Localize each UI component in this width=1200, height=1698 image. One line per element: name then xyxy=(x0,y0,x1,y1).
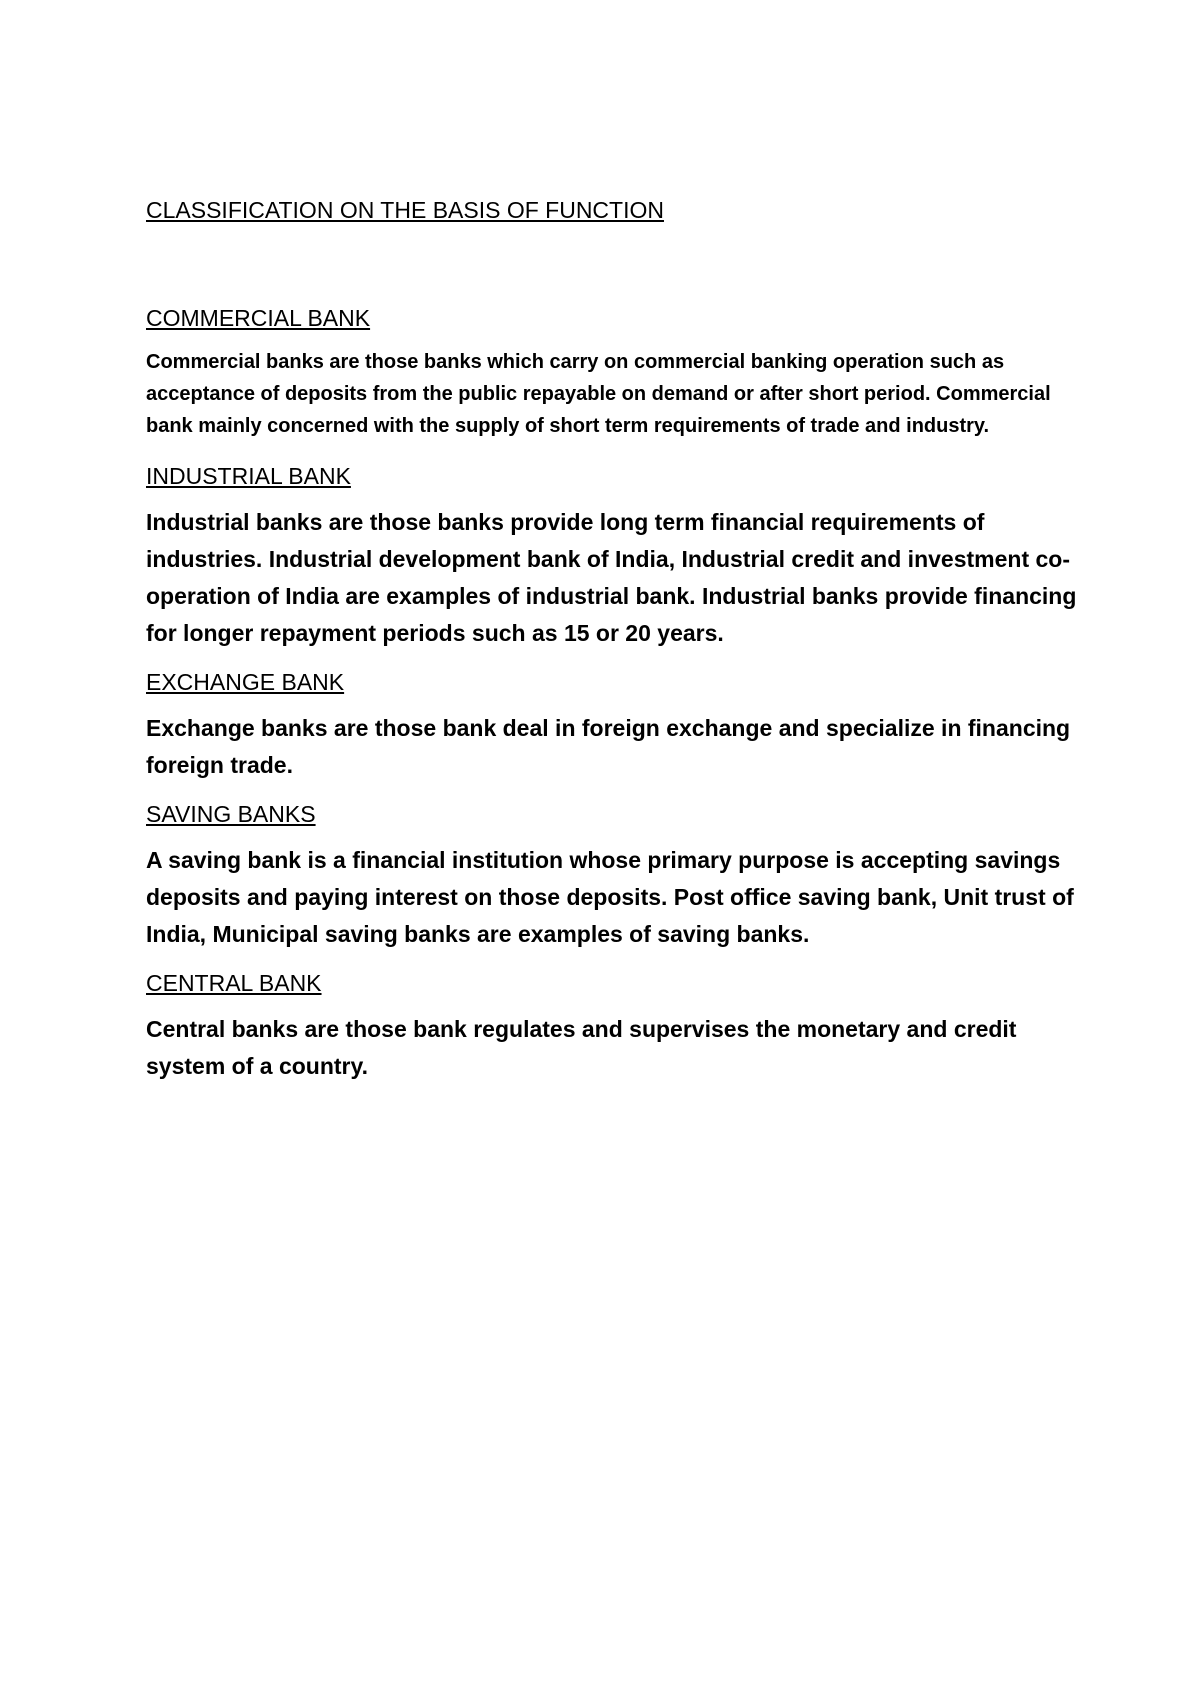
section-central-bank xyxy=(146,969,1086,1085)
section-heading: EXCHANGE BANK xyxy=(146,669,345,695)
section-paragraph: Industrial banks are those banks provide long term financial requirements of industries. Industrial development bank of India, Industrial credit and investment co-operation of India are examples of industrial bank. Industrial banks provide financing for longer repayment periods such as 15 or 20 years. xyxy=(146,509,1077,646)
section-heading: COMMERCIAL BANK xyxy=(146,305,371,331)
section-paragraph: Exchange banks are those bank deal in foreign exchange and specialize in financing foreign trade. xyxy=(146,715,1071,778)
section-saving-banks xyxy=(146,800,1086,953)
section-industrial-bank xyxy=(146,462,1086,652)
document-title: CLASSIFICATION ON THE BASIS OF FUNCTION xyxy=(146,197,664,223)
section-heading: INDUSTRIAL BANK xyxy=(146,463,351,489)
section-exchange-bank xyxy=(146,668,1086,784)
section-paragraph: Commercial banks are those banks which carry on commercial banking operation such as acceptance of deposits from the public repayable on demand or after short period. Commercial bank mainly concerned with the supply of short term requirements of trade and industry. xyxy=(146,351,1051,437)
section-heading: CENTRAL BANK xyxy=(146,970,322,996)
section-commercial-bank xyxy=(146,304,1086,442)
section-paragraph: Central banks are those bank regulates and supervises the monetary and credit system of a country. xyxy=(146,1016,1017,1079)
document-content xyxy=(146,196,1086,1101)
section-paragraph: A saving bank is a financial institution whose primary purpose is accepting savings deposits and paying interest on those deposits. Post office saving bank, Unit trust of India, Municipal saving banks are examples of saving banks. xyxy=(146,847,1074,947)
section-heading: SAVING BANKS xyxy=(146,801,316,827)
